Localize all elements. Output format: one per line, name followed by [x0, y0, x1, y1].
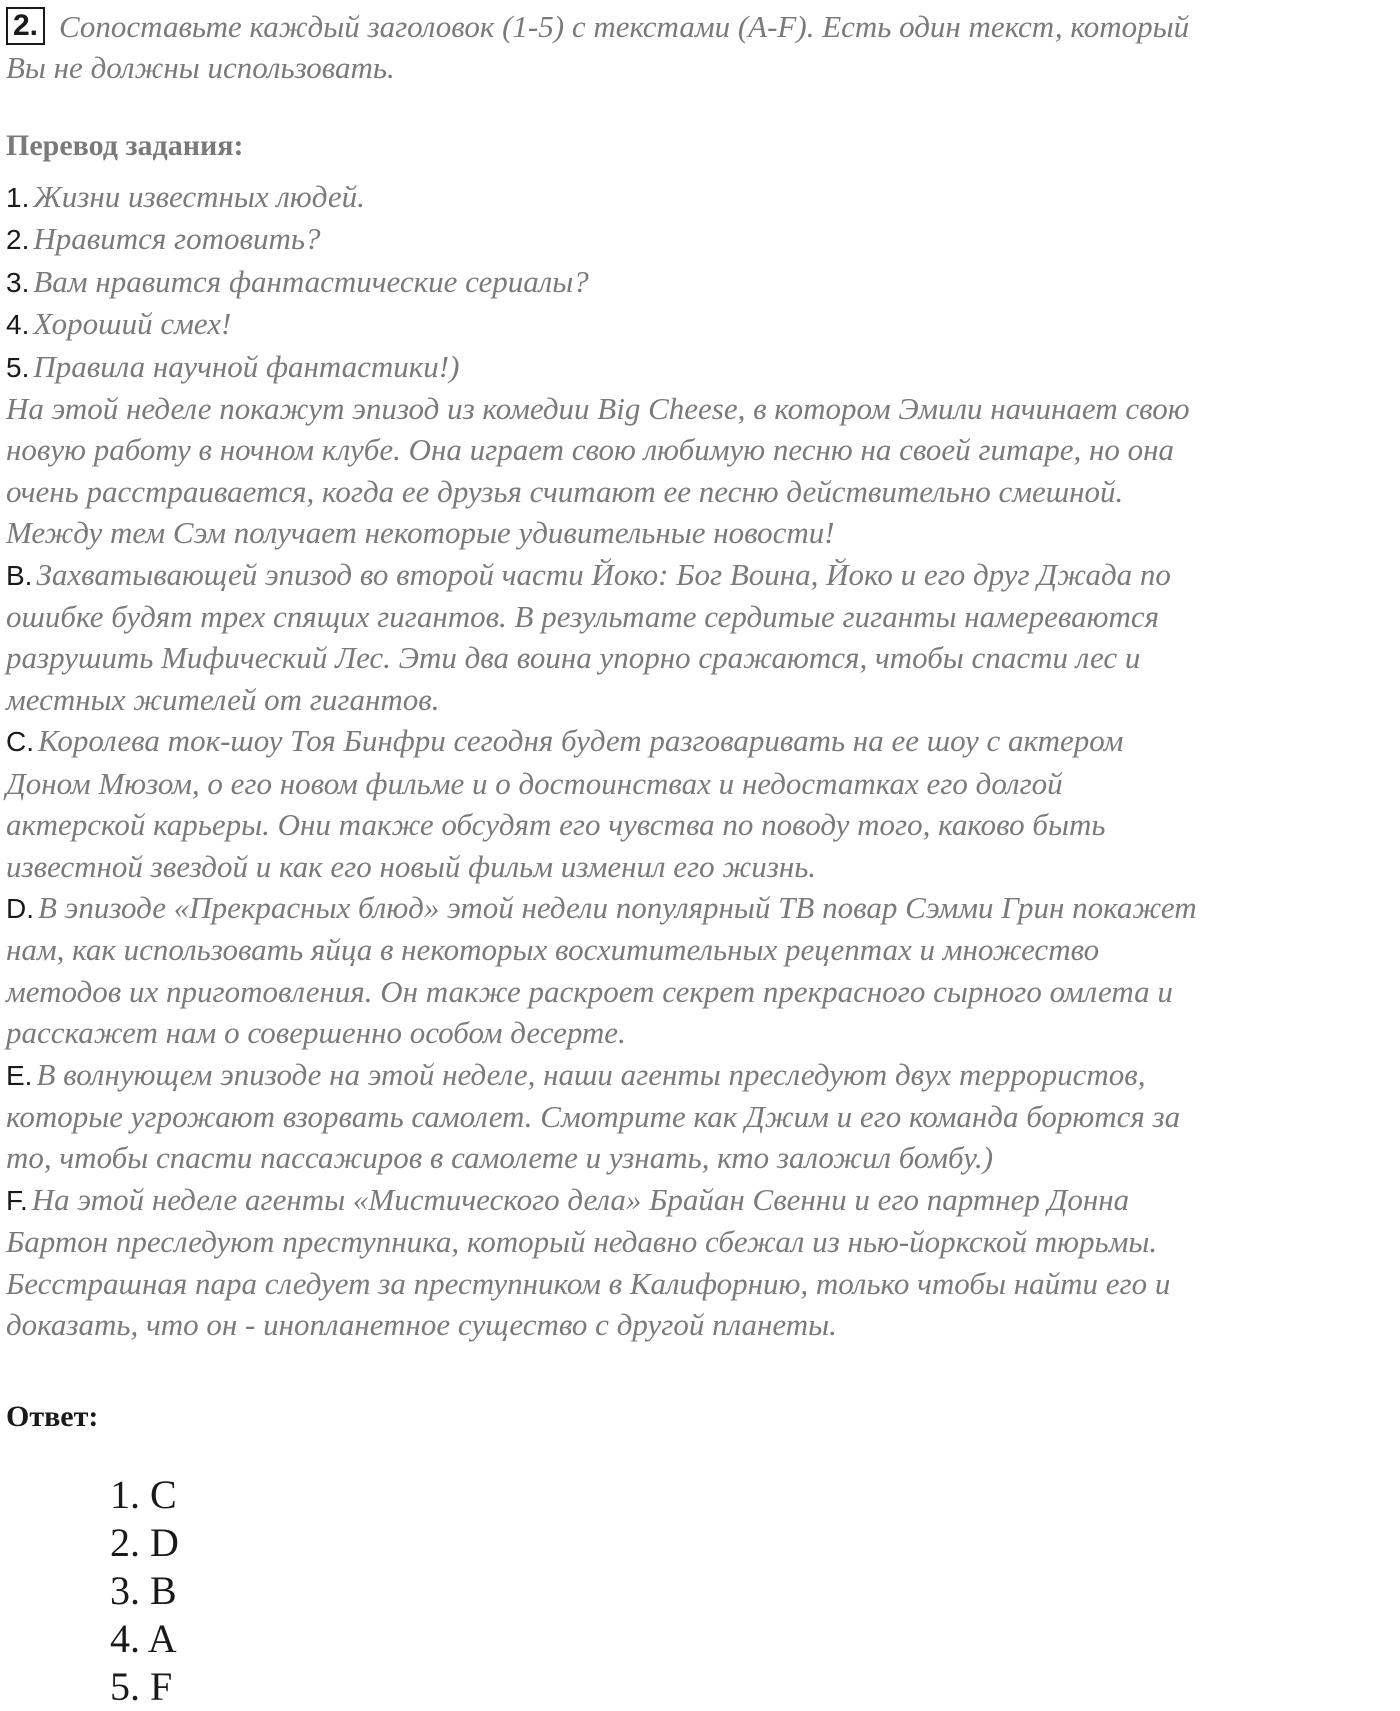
heading-number: 5. [6, 351, 30, 383]
text-e-line: то, чтобы спасти пассажиров в самолете и узнать, кто заложил бомбу.) [6, 1140, 994, 1176]
text-b-marker: B. [6, 559, 33, 591]
text-b-line [6, 554, 1396, 596]
answer-item: 3. B [110, 1568, 177, 1614]
text-d-line [6, 887, 1396, 929]
text-c-line: Доном Мюзом, о его новом фильме и о достоинствах и недостатках его долгой [6, 765, 1063, 801]
text-e-marker: E. [6, 1059, 33, 1091]
heading-item [6, 303, 1396, 345]
heading-text: Правила научной фантастики!) [33, 348, 460, 384]
text-f [6, 1179, 1396, 1346]
text-c-line [6, 720, 1396, 762]
heading-number: 2. [6, 224, 30, 256]
text-d [6, 887, 1396, 1054]
text-d-marker: D. [6, 892, 34, 924]
task-number: 2. [6, 7, 45, 45]
heading-number: 4. [6, 309, 30, 341]
text-c-line-text: Королева ток-шоу Тоя Бинфри сегодня будет разговаривать на ее шоу с актером [38, 723, 1124, 759]
answer-item: 4. A [110, 1616, 177, 1662]
text-e [6, 1054, 1396, 1179]
heading-number: 3. [6, 266, 30, 298]
heading-text: Жизни известных людей. [33, 179, 365, 214]
text-e-line: которые угрожают взорвать самолет. Смотрите как Джим и его команда борются за [6, 1098, 1181, 1134]
headings-list [6, 176, 1396, 388]
text-c-marker: C. [6, 726, 34, 758]
text-f-line [6, 1179, 1396, 1221]
heading-item [6, 218, 1396, 260]
text-a-line: Между тем Сэм получает некоторые удивительные новости! [6, 515, 835, 551]
text-a [6, 388, 1396, 554]
text-d-line: расскажет нам о совершенно особом десерте. [6, 1015, 626, 1051]
heading-text: Хороший смех! [33, 306, 232, 342]
heading-number: 1. [6, 182, 30, 213]
text-f-line-text: На этой неделе агенты «Мистического дела» Брайан Свенни и его партнер Донна [31, 1181, 1130, 1217]
text-e-line [6, 1054, 1396, 1096]
task-instruction-line-1: Сопоставьте каждый заголовок (1-5) с текстами (A-F). Есть один текст, который [59, 9, 1190, 44]
text-d-line: методов их приготовления. Он также раскроет секрет прекрасного сырного омлета и [6, 973, 1173, 1009]
text-c-line: известной звездой и как его новый фильм изменил его жизнь. [6, 848, 817, 884]
text-c [6, 720, 1396, 887]
text-b-line-text: Захватывающей эпизод во второй части Йоко: Бог Воина, Йоко и его друг Джада по [36, 556, 1171, 592]
text-f-line: Бесстрашная пара следует за преступником в Калифорнию, только чтобы найти его и [6, 1265, 1171, 1301]
text-f-line: доказать, что он - инопланетное существо с другой планеты. [6, 1306, 837, 1342]
text-f-line: Бартон преследуют преступника, который недавно сбежал из нью-йоркской тюрьмы. [6, 1224, 1158, 1260]
answer-item: 1. C [110, 1472, 177, 1518]
text-d-line: нам, как использовать яйца в некоторых восхитительных рецептах и множество [6, 932, 1100, 968]
text-d-line-text: В эпизоде «Прекрасных блюд» этой недели популярный ТВ повар Сэмми Грин покажет [38, 889, 1197, 925]
task-instruction [6, 6, 1396, 47]
text-b-line: ошибке будят трех спящих гигантов. В результате сердитые гиганты намереваются [6, 599, 1160, 635]
task-instruction-line-2: Вы не должны использовать. [6, 50, 395, 85]
text-a-line: На этой неделе покажут эпизод из комедии Big Cheese, в котором Эмили начинает свою [6, 391, 1190, 427]
text-a-line: очень расстраивается, когда ее друзья считают ее песню действительно смешной. [6, 473, 1124, 509]
heading-item [6, 261, 1396, 303]
heading-text: Нравится готовить? [33, 221, 321, 257]
text-b [6, 554, 1396, 721]
text-c-line: актерской карьеры. Они также обсудят его чувства по поводу того, каково быть [6, 807, 1106, 843]
answers-list [110, 1471, 1396, 1711]
heading-text: Вам нравится фантастические сериалы? [33, 263, 589, 299]
text-a-line: новую работу в ночном клубе. Она играет свою любимую песню на своей гитаре, но она [6, 432, 1175, 468]
text-e-line-text: В волнующем эпизоде на этой неделе, наши агенты преследуют двух террористов, [36, 1056, 1146, 1092]
answer-item: 5. F [110, 1664, 173, 1710]
heading-item [6, 176, 1396, 218]
answer-item: 2. D [110, 1520, 179, 1566]
heading-item [6, 346, 1396, 388]
text-b-line: местных жителей от гигантов. [6, 681, 440, 717]
document-page [6, 0, 1396, 1711]
translation-heading: Перевод задания: [6, 129, 244, 162]
text-f-marker: F. [6, 1184, 28, 1216]
answer-heading: Ответ: [6, 1400, 99, 1434]
text-b-line: разрушить Мифический Лес. Эти два воина упорно сражаются, чтобы спасти лес и [6, 640, 1141, 676]
